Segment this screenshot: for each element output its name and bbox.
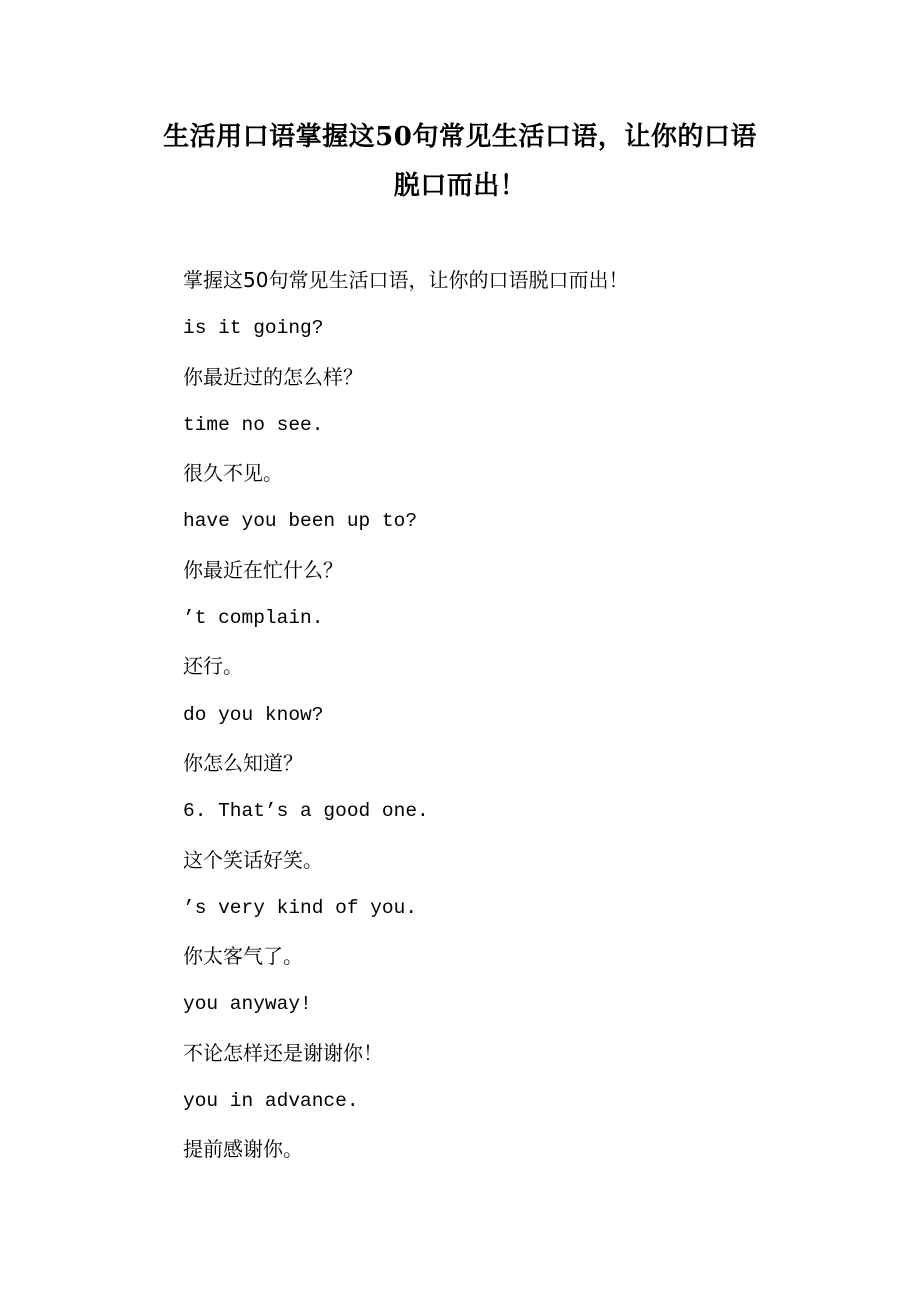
document-title (120, 113, 800, 211)
english-line: time no see. (183, 413, 324, 436)
chinese-line: 你太客气了。 (183, 944, 303, 969)
english-line: ’s very kind of you. (183, 896, 418, 919)
chinese-line: 你最近过的怎么样？ (183, 364, 363, 389)
chinese-line: 你怎么知道？ (183, 750, 303, 775)
chinese-line: 你最近在忙什么？ (183, 557, 343, 582)
english-line: you in advance. (183, 1090, 359, 1113)
english-line: have you been up to? (183, 510, 418, 533)
english-line: is it going? (183, 317, 324, 340)
chinese-line: 不论怎样还是谢谢你！ (183, 1040, 383, 1065)
english-line: ’t complain. (183, 607, 324, 630)
english-line: you anyway! (183, 993, 312, 1016)
body-text (183, 263, 823, 1181)
chinese-line: 这个笑话好笑。 (183, 847, 323, 872)
intro-line: 掌握这50句常见生活口语，让你的口语脱口而出！ (183, 268, 629, 292)
title-line-1: 生活用口语掌握这50句常见生活口语，让你的口语 (163, 122, 757, 152)
chinese-line: 提前感谢你。 (183, 1137, 303, 1162)
chinese-line: 很久不见。 (183, 461, 283, 486)
english-line: do you know? (183, 703, 324, 726)
title-line-2: 脱口而出！ (393, 171, 527, 201)
chinese-line: 还行。 (183, 654, 243, 679)
english-line: 6. That’s a good one. (183, 800, 429, 823)
